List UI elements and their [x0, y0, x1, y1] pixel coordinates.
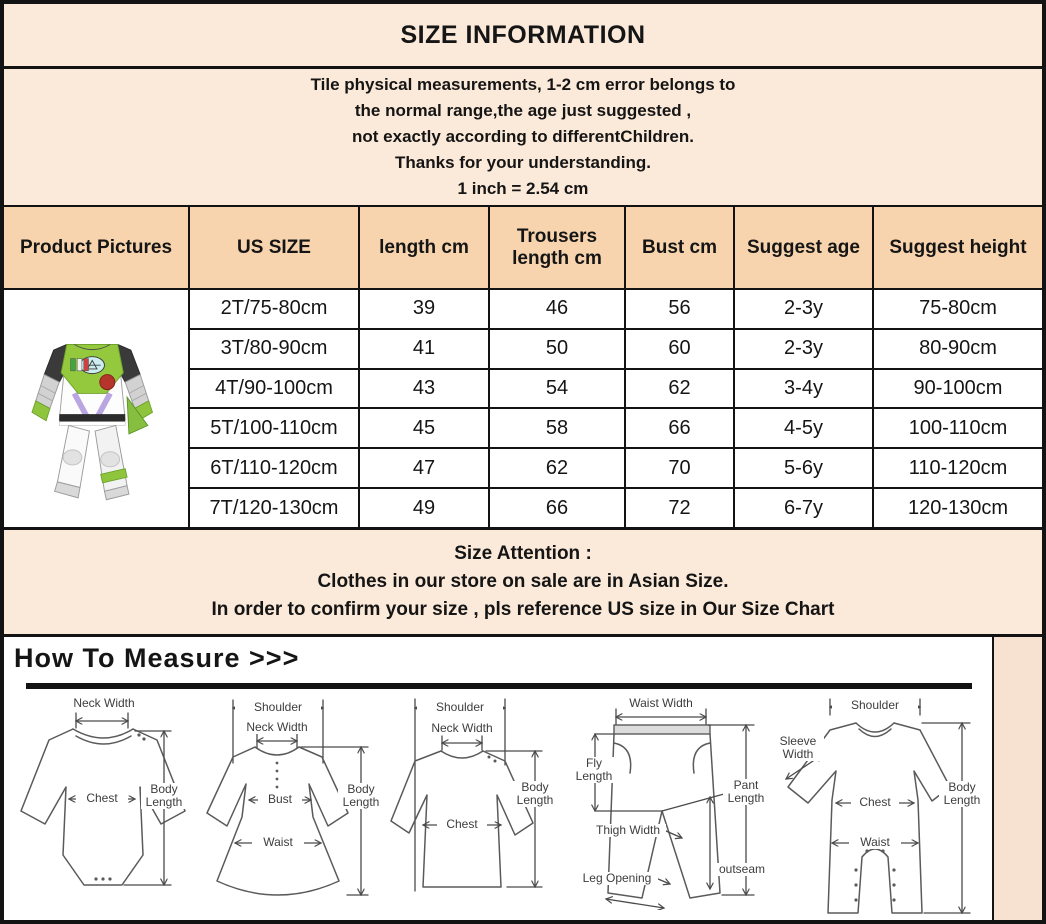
- cell-height: 120-130cm: [874, 489, 1042, 527]
- col-header-us-size: US SIZE: [190, 207, 358, 288]
- diagram-shirt: [387, 695, 562, 910]
- cell-trousers: 50: [490, 330, 624, 368]
- cell-height: 100-110cm: [874, 409, 1042, 447]
- cell-age: 4-5y: [735, 409, 872, 447]
- product-photo-cell: [4, 290, 188, 527]
- cell-bust: 66: [626, 409, 733, 447]
- label-chest: Chest: [437, 818, 487, 831]
- label-body-length: Body Length: [141, 783, 187, 809]
- label-sleeve-width: Sleeve Width: [772, 735, 824, 761]
- label-shoulder: Shoulder: [417, 701, 503, 714]
- cell-height: 80-90cm: [874, 330, 1042, 368]
- cell-height: 110-120cm: [874, 449, 1042, 487]
- how-to-measure-title: How To Measure >>>: [14, 643, 300, 673]
- cell-bust: 72: [626, 489, 733, 527]
- diagram-pants: [562, 695, 772, 910]
- diagram-romper: [772, 695, 987, 915]
- note-line: not exactly according to differentChildren.: [352, 127, 694, 146]
- page-title: SIZE INFORMATION: [400, 20, 646, 49]
- col-header-trousers-length: Trousers length cm: [490, 207, 624, 288]
- notes-band: [4, 69, 1042, 207]
- size-attention-band: [4, 527, 1042, 637]
- cell-us-size: 3T/80-90cm: [190, 330, 358, 368]
- cell-length: 41: [360, 330, 488, 368]
- cell-us-size: 4T/90-100cm: [190, 370, 358, 408]
- cell-bust: 62: [626, 370, 733, 408]
- measure-diagrams: [12, 695, 987, 915]
- label-waist: Waist: [849, 836, 901, 849]
- col-header-bust: Bust cm: [626, 207, 733, 288]
- cell-us-size: 5T/100-110cm: [190, 409, 358, 447]
- note-line: the normal range,the age just suggested ,: [354, 101, 692, 120]
- cell-length: 39: [360, 290, 488, 328]
- label-leg-opening: Leg Opening: [576, 872, 658, 885]
- cell-length: 49: [360, 489, 488, 527]
- col-header-suggest-age: Suggest age: [735, 207, 872, 288]
- cell-height: 90-100cm: [874, 370, 1042, 408]
- label-neck-width: Neck Width: [240, 721, 314, 734]
- how-to-measure-section: [4, 637, 1042, 920]
- label-pant-length: Pant Length: [723, 779, 769, 805]
- label-outseam: outseam: [714, 863, 770, 876]
- label-waist: Waist: [252, 836, 304, 849]
- label-body-length: Body Length: [338, 783, 384, 809]
- cell-us-size: 6T/110-120cm: [190, 449, 358, 487]
- note-line: Tile physical measurements, 1-2 cm error belongs to: [310, 75, 736, 94]
- cell-us-size: 2T/75-80cm: [190, 290, 358, 328]
- cell-trousers: 62: [490, 449, 624, 487]
- size-attention-line: In order to confirm your size , pls reference US size in Our Size Chart: [211, 599, 835, 620]
- right-peach-strip: [992, 637, 1042, 920]
- cell-length: 45: [360, 409, 488, 447]
- cell-bust: 60: [626, 330, 733, 368]
- size-attention-line: Clothes in our store on sale are in Asian Size.: [317, 571, 729, 592]
- cell-trousers: 58: [490, 409, 624, 447]
- cell-us-size: 7T/120-130cm: [190, 489, 358, 527]
- cell-age: 2-3y: [735, 290, 872, 328]
- col-header-product-pictures: Product Pictures: [4, 207, 188, 288]
- col-header-suggest-height: Suggest height: [874, 207, 1042, 288]
- diagram-bodysuit: [12, 695, 197, 910]
- label-waist-width: Waist Width: [618, 697, 704, 710]
- diagram-dress: [197, 695, 387, 910]
- label-body-length: Body Length: [939, 781, 985, 807]
- label-chest: Chest: [851, 796, 899, 809]
- size-attention-title: Size Attention :: [454, 543, 592, 564]
- cell-trousers: 54: [490, 370, 624, 408]
- cell-length: 47: [360, 449, 488, 487]
- label-shoulder: Shoulder: [832, 699, 918, 712]
- cell-age: 6-7y: [735, 489, 872, 527]
- label-neck-width: Neck Width: [425, 722, 499, 735]
- label-fly-length: Fly Length: [572, 757, 616, 783]
- product-photo-buzz-pajamas: [16, 302, 176, 514]
- label-body-length: Body Length: [512, 781, 558, 807]
- label-bust: Bust: [258, 793, 302, 806]
- note-line: Thanks for your understanding.: [395, 153, 651, 172]
- divider-rule: [26, 683, 972, 689]
- label-chest: Chest: [76, 792, 128, 805]
- title-band: [4, 4, 1042, 69]
- label-neck-width: Neck Width: [59, 697, 149, 710]
- label-shoulder: Shoulder: [235, 701, 321, 714]
- label-thigh-width: Thigh Width: [590, 824, 666, 837]
- cell-age: 2-3y: [735, 330, 872, 368]
- note-line: 1 inch = 2.54 cm: [457, 179, 589, 198]
- cell-age: 5-6y: [735, 449, 872, 487]
- cell-bust: 70: [626, 449, 733, 487]
- cell-trousers: 66: [490, 489, 624, 527]
- cell-trousers: 46: [490, 290, 624, 328]
- col-header-length: length cm: [360, 207, 488, 288]
- cell-height: 75-80cm: [874, 290, 1042, 328]
- size-table: [4, 207, 1042, 527]
- cell-bust: 56: [626, 290, 733, 328]
- cell-length: 43: [360, 370, 488, 408]
- cell-age: 3-4y: [735, 370, 872, 408]
